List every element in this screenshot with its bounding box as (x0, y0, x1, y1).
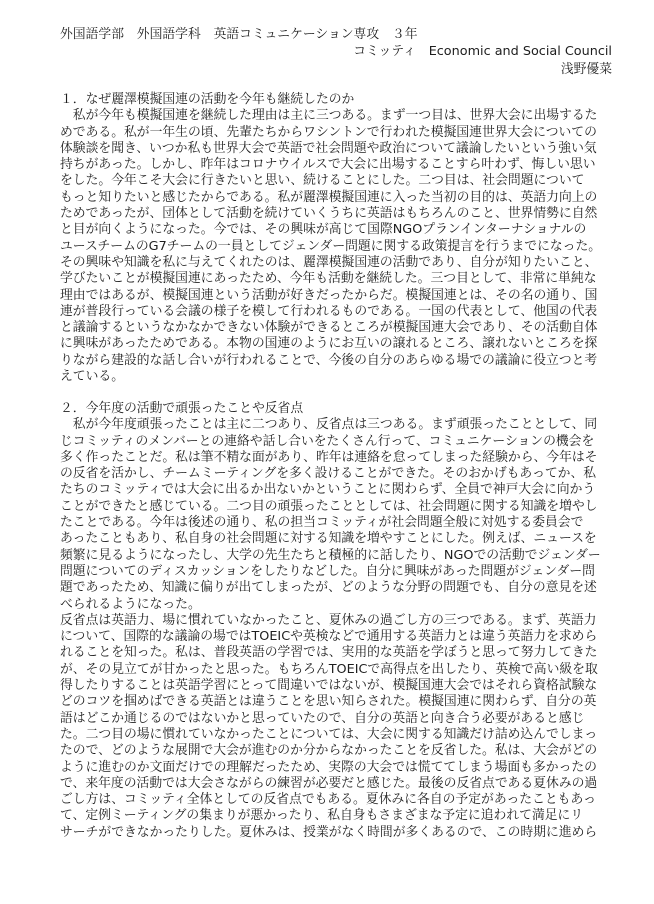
paragraph-line: 理由ではあるが、模擬国連という活動が好きだったからだ。模擬国連とは、その名の通り、国 (60, 287, 598, 303)
paragraph-line: 語はどこか通じるのではないかと思っていたので、自分の英語と向き合う必要があると感じ (60, 710, 585, 726)
paragraph-line: 多く作ったことだ。私は筆不精な面があり、昨年は連絡を怠ってしまった経験から、今年はそ (60, 449, 598, 465)
paragraph-line: もっと知りたいと感じたからである。私が麗澤模擬国連に入った当初の目的は、英語力向上の (60, 189, 598, 205)
section-heading: １．なぜ麗澤模擬国連の活動を今年も継続したのか (60, 92, 355, 107)
paragraph-line: じコミッティのメンバーとの連絡や話し合いをたくさん行って、コミュニケーションの機会を (60, 433, 595, 449)
paragraph-line: 体験談を聞き、いつか私も世界大会で英語で社会問題や政治について議論したいという強い気 (60, 140, 597, 156)
paragraph-line: て、定例ミーティングの集まりが悪かったり、私自身もさまざまな予定に追われて満足にリ (60, 808, 584, 824)
paragraph-line: が、その見立てが甘かったと思った。もちろんTOEICで高得点を出したり、英検で高い級を取 (60, 661, 598, 677)
paragraph-line: ように進むのか文面だけでの理解だったため、実際の大会では慌ててしまう場面も多かったの (60, 759, 597, 775)
section-heading: ２．今年度の活動で頑張ったことや反省点 (60, 401, 304, 416)
author-name: 浅野優菜 (560, 62, 612, 77)
paragraph-line: と目が向くようになった。今では、その興味が高じて国際NGOプランインターナショナルの (60, 222, 587, 238)
paragraph-line: 学びたいことが模擬国連にあったため、今年も活動を継続した。三つ目として、非常に単純な (60, 271, 597, 287)
paragraph-line: えている。 (60, 369, 124, 385)
section-1 (60, 92, 620, 385)
paragraph-line: どのコツを掴めばできる英語とは違うことを思い知らされた。模擬国連に関わらず、自分の英 (60, 694, 597, 710)
committee-line: コミッティ Economic and Social Council (353, 44, 612, 59)
paragraph-line: ごし方は、コミッティ全体としての反省点でもある。夏休みに各自の予定があったこともあっ (60, 792, 596, 808)
paragraph-line: 題であったため、知識に偏りが出てしまったが、どのような分野の問題でも、自分の意見を述 (60, 580, 597, 596)
paragraph-line: の反省を活かし、チームミーティングを多く設けることができた。そのおかげもあってか、私 (60, 466, 597, 482)
affiliation-line: 外国語学部 外国語学科 英語コミュニケーション専攻 ３年 (60, 27, 418, 42)
paragraph-line: サーチができなかったりした。夏休みは、授業がなく時間が多くあるので、この時期に進めら (60, 824, 598, 840)
section-2 (60, 401, 620, 841)
paragraph-line: をした。今年こそ大会に行きたいと思い、続けることにした。二つ目は、社会問題について (60, 173, 585, 189)
paragraph-line: ユースチームのG7チームの一員としてジェンダー問題に関する政策提言を行うまでになった。 (60, 238, 602, 254)
paragraph-line: たので、どのような展開で大会が進むのか分からなかったことを反省した。私は、大会がどの (60, 743, 598, 759)
paragraph-line: たちのコミッティでは大会に出るか出ないかということに関わらず、全員で神戸大会に向かう (60, 482, 596, 498)
paragraph-line: べられるようになった。 (60, 596, 201, 612)
paragraph-line: 持ちがあった。しかし、昨年はコロナウイルスで大会に出場することすら叶わず、悔しい思い (60, 157, 596, 173)
paragraph-line: で、来年度の活動では大会さながらの練習が必要だと感じた。最後の反省点である夏休みの過 (60, 775, 598, 791)
paragraph-line: に興味があったためである。本物の国連のようにお互いの譲れるところ、譲れないところを探 (60, 336, 598, 352)
paragraph-line: れることを知った。私は、普段英語の学習では、実用的な英語を学ぼうと思って努力してきた (60, 645, 598, 661)
paragraph-line: た。二つ目の場に慣れていなかったことについては、大会に関する知識だけ詰め込んでしまっ (60, 726, 598, 742)
paragraph-line: 連が普段行っている会議の様子を模して行われるものである。一国の代表として、他国の代表 (60, 303, 598, 319)
paragraph-line: めである。私が一年生の頃、先輩たちからワシントンで行われた模擬国連世界大会についての (60, 124, 597, 140)
paragraph-line: と議論するというなかなかできない体験ができるところが模擬国連大会であり、その活動自体 (60, 320, 598, 336)
paragraph-line: 問題についてのディスカッションをしたりなどした。自分に興味があった問題がジェンダー問 (60, 563, 595, 579)
paragraph-line: 反省点は英語力、場に慣れていなかったこと、夏休みの過ごし方の三つである。まず、英語力 (60, 612, 597, 628)
paragraph-line: たことである。今年は後述の通り、私の担当コミッティが社会問題全般に対処する委員会で (60, 515, 584, 531)
paragraph-line: ことができたと感じている。二つ目の頑張ったこととしては、社会問題に関する知識を増やし (60, 498, 598, 514)
paragraph-line: 頻繁に見るようになったし、大学の先生たちと積極的に話したり、NGOでの活動でジェンダー (60, 547, 601, 563)
paragraph-line: 得したりすることは英語学習にとって間違いではないが、模擬国連大会ではそれら資格試験な (60, 678, 598, 694)
paragraph-line: ためであったが、団体として活動を続けていくうちに英語はもちろんのこと、世界情勢に自然 (60, 206, 598, 222)
paragraph-line: その興味や知識を私に与えてくれたのは、麗澤模擬国連の活動であり、自分が知りたいこと、 (60, 254, 598, 270)
paragraph-line: について、国際的な議論の場ではTOEICや英検などで通用する英語力とは違う英語力を求めら (60, 629, 598, 645)
paragraph-line: 私が今年度頑張ったことは主に二つあり、反省点は三つある。まず頑張ったこととして、同 (60, 417, 598, 433)
paragraph-line: あったこともあり、私自身の社会問題に対する知識を増やすことにした。例えば、ニュースを (60, 531, 597, 547)
paragraph-line: 私が今年も模擬国連を継続した理由は主に三つある。まず一つ目は、世界大会に出場するた (60, 108, 598, 124)
paragraph-line: りながら建設的な話し合いが行われることで、今後の自分のあらゆる場での議論に役立つと考 (60, 352, 598, 368)
